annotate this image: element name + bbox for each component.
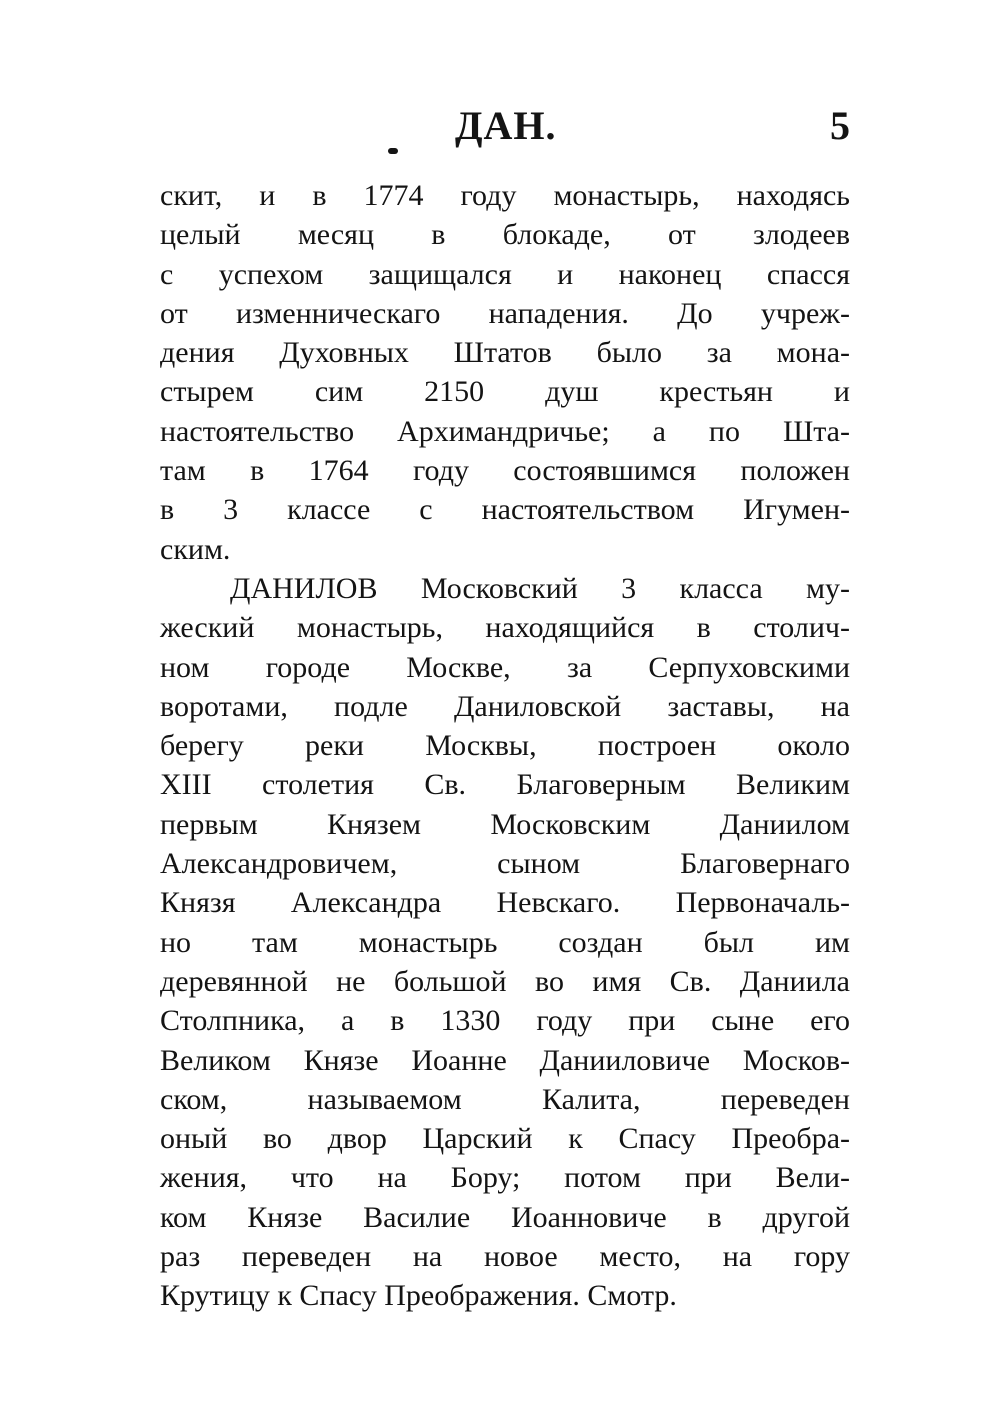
paragraph-start-line: ДАНИЛОВ Московский 3 класса му- — [230, 571, 850, 605]
running-head: ДАН. — [455, 103, 557, 148]
text-line: первым Князем Московским Даниилом — [160, 807, 850, 841]
text-line: воротами, подле Даниловской заставы, на — [160, 689, 850, 723]
text-line: целый месяц в блокаде, от злодеев — [160, 218, 850, 252]
page-header — [0, 102, 1000, 152]
text-line: с успехом защищался и наконец спасся — [160, 257, 850, 291]
text-line: оный во двор Царский к Спасу Преобра- — [160, 1122, 850, 1156]
text-line: берегу реки Москвы, построен около — [160, 729, 850, 763]
body-text — [160, 176, 850, 1316]
text-line: деревянной не большой во имя Св. Даниила — [160, 964, 850, 998]
text-line: там в 1764 году состоявшимся положен — [160, 454, 850, 488]
text-line: стырем сим 2150 душ крестьян и — [160, 375, 850, 409]
text-line: дения Духовных Штатов было за мона- — [160, 336, 850, 370]
text-line: ком Князе Василие Иоанновиче в другой — [160, 1200, 850, 1234]
text-line: жеский монастырь, находящийся в столич- — [160, 611, 850, 645]
text-line: скит, и в 1774 году монастырь, находясь — [160, 179, 850, 212]
text-line: жения, что на Бору; потом при Вели- — [160, 1161, 850, 1195]
text-line: Князя Александра Невскаго. Первоначаль- — [160, 886, 850, 920]
text-line: Крутицу к Спасу Преображения. Смотр. — [160, 1279, 677, 1313]
text-line: ском, называемом Калита, переведен — [160, 1082, 850, 1116]
ornament-mark — [388, 148, 398, 154]
text-line: но там монастырь создан был им — [160, 925, 850, 959]
text-line: настоятельство Архимандричье; а по Шта- — [160, 414, 850, 448]
text-line: ским. — [160, 532, 231, 566]
text-line: Столпника, а в 1330 году при сыне его — [160, 1004, 850, 1038]
text-line: ном городе Москве, за Серпуховскими — [160, 650, 850, 684]
text-line: в 3 классе с настоятельством Игумен- — [160, 493, 850, 527]
text-line: Великом Князе Иоанне Данииловиче Москов- — [160, 1043, 850, 1077]
text-line: Александровичем, сыном Благовернаго — [160, 847, 850, 881]
text-line: раз переведен на новое место, на гору — [160, 1240, 850, 1274]
text-line: XIII столетия Св. Благоверным Великим — [160, 768, 850, 802]
text-line: от изменническаго нападения. До учреж- — [160, 296, 850, 330]
page-number: 5 — [830, 103, 850, 148]
